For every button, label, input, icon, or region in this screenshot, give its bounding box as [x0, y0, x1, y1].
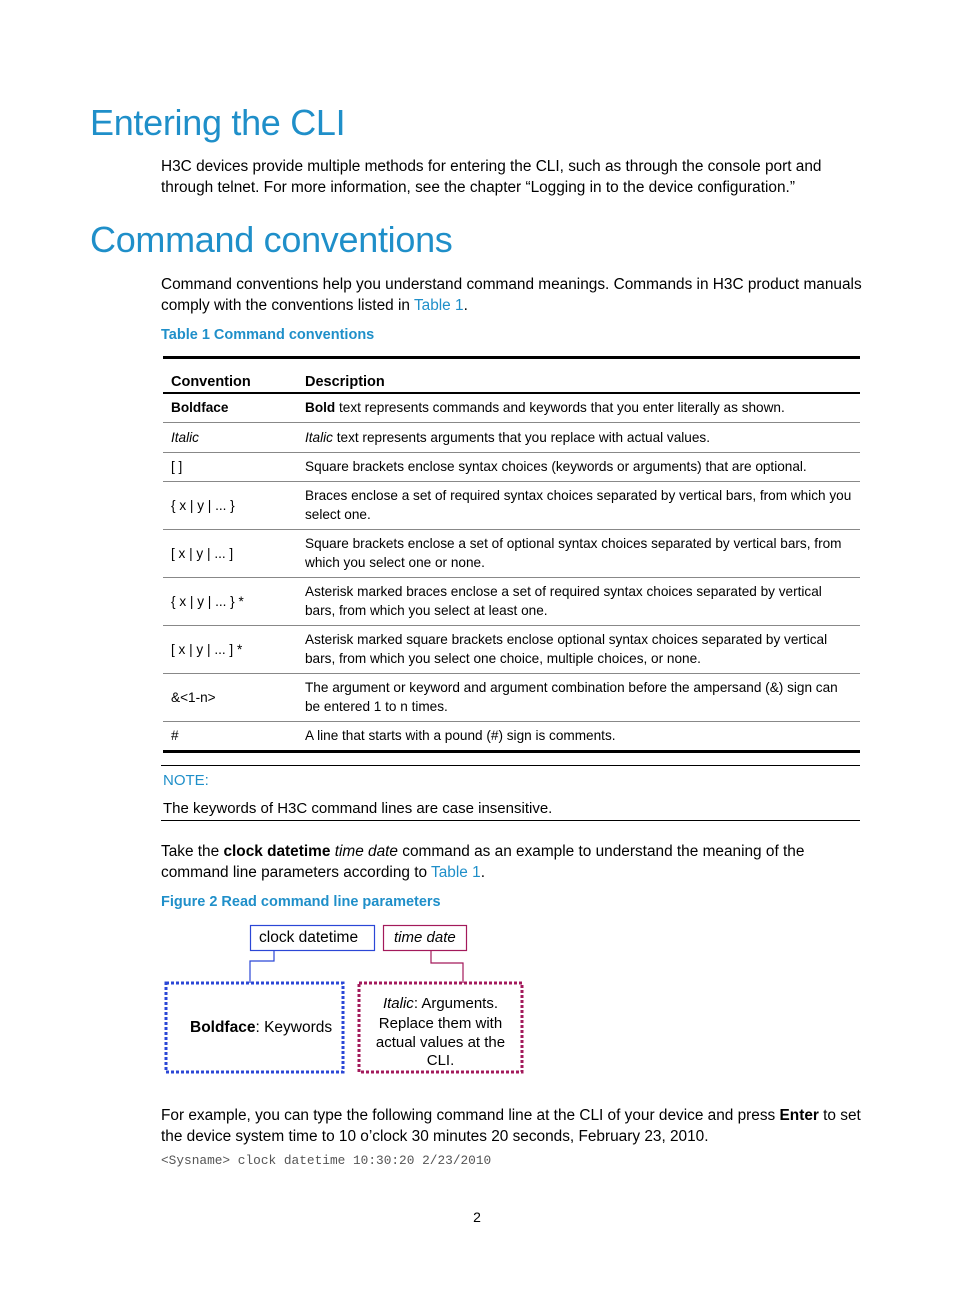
- desc-bold-word: Bold: [305, 400, 336, 416]
- desc-italic-word: Italic: [305, 429, 333, 445]
- example-command-italic: time date: [334, 843, 398, 860]
- desc-text: text represents commands and keywords that you enter literally as shown.: [335, 400, 785, 416]
- table-1-link[interactable]: Table 1: [413, 297, 464, 314]
- header-convention: Convention: [163, 358, 297, 394]
- description-cell: A line that starts with a pound (#) sign is comments.: [297, 721, 860, 751]
- description-cell: Square brackets enclose a set of optional syntax choices separated by vertical bars, from which you select one or none.: [297, 529, 860, 577]
- section-title-command-conventions: Command conventions: [90, 219, 453, 260]
- italic-description: [360, 994, 521, 1068]
- example-end: .: [480, 864, 485, 881]
- description-cell: Asterisk marked square brackets enclose optional syntax choices separated by vertical bars, from which you select one choice, multiple choices, or none.: [297, 625, 860, 673]
- italic-line-1-text: : Arguments.: [413, 995, 499, 1012]
- cmd-connector: [250, 951, 274, 983]
- convention-cell: Italic: [163, 422, 297, 452]
- figure-caption: Figure 2 Read command line parameters: [161, 894, 441, 910]
- arg-connector: [431, 951, 463, 983]
- convention-cell: #: [163, 721, 297, 751]
- final-paragraph: [161, 1105, 866, 1147]
- italic-line-4: CLI.: [426, 1051, 455, 1069]
- italic-line-2: Replace them with: [378, 1014, 503, 1032]
- description-cell: Square brackets enclose syntax choices (keywords or arguments) that are optional.: [297, 452, 860, 481]
- page-number: 2: [473, 1209, 481, 1225]
- final-text-2: to set the device system time to 10 o’clock 30 minutes 20 seconds, February 23, 2010.: [161, 1107, 861, 1145]
- convention-cell: { x | y | ... } *: [163, 577, 297, 625]
- enter-key: Enter: [779, 1107, 819, 1124]
- boldface-label: [190, 1019, 332, 1037]
- italic-line-1: [360, 994, 521, 1014]
- example-text-2: command as an example to understand the meaning of the command line parameters according to: [161, 843, 805, 881]
- boldface-term: Boldface: [190, 1019, 256, 1036]
- description-cell: The argument or keyword and argument combination before the ampersand (&) sign can be entered 1 to n times.: [297, 673, 860, 721]
- italic-line-3: actual values at the: [375, 1034, 506, 1051]
- example-text: Take the: [161, 843, 224, 860]
- convention-cell: [ x | y | ... ]: [163, 529, 297, 577]
- intro-text: Command conventions help you understand command meanings. Commands in H3C product manuals comply with the conventions listed in: [161, 276, 862, 314]
- convention-cell: &<1-n>: [163, 673, 297, 721]
- convention-cell: Boldface: [163, 393, 297, 422]
- code-example: <Sysname> clock datetime 10:30:20 2/23/2010: [161, 1153, 492, 1168]
- convention-cell: [ x | y | ... ] *: [163, 625, 297, 673]
- table-1-link-2[interactable]: Table 1: [431, 864, 481, 881]
- table-caption: Table 1 Command conventions: [161, 327, 375, 343]
- example-command-bold: clock datetime: [223, 843, 331, 860]
- convention-cell: [ ]: [163, 452, 297, 481]
- entering-cli-paragraph: H3C devices provide multiple methods for entering the CLI, such as through the console port and through telnet. For more information, see the chapter “Logging in to the device configuration.”: [161, 158, 822, 196]
- header-description: Description: [297, 358, 860, 394]
- description-cell: Asterisk marked braces enclose a set of required syntax choices separated by vertical bars, from which you select at least one.: [297, 577, 860, 625]
- cmd-label: clock datetime: [259, 929, 359, 946]
- note-text: The keywords of H3C command lines are case insensitive.: [163, 800, 553, 817]
- note-title: NOTE:: [163, 772, 209, 789]
- intro-end: .: [463, 297, 468, 314]
- desc-text: text represents arguments that you replace with actual values.: [332, 429, 711, 445]
- boldface-desc: : Keywords: [255, 1019, 333, 1036]
- section-title-entering-cli: Entering the CLI: [90, 102, 346, 143]
- italic-term: Italic: [382, 995, 414, 1012]
- description-cell: Braces enclose a set of required syntax choices separated by vertical bars, from which you select one.: [297, 481, 860, 529]
- final-text: For example, you can type the following command line at the CLI of your device and press: [161, 1107, 780, 1124]
- convention-cell: { x | y | ... }: [163, 481, 297, 529]
- arg-label: time date: [394, 929, 456, 946]
